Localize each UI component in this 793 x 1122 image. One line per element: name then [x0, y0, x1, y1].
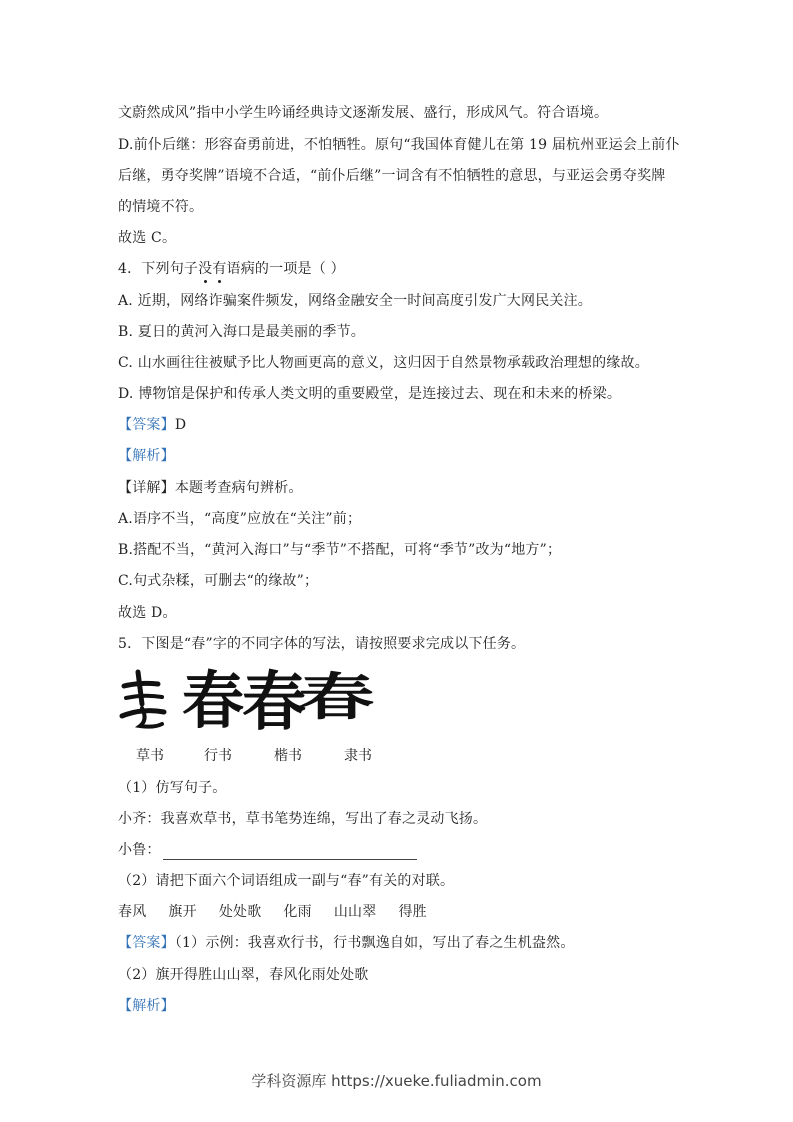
- answer-blank-line: [118, 840, 417, 860]
- running-chun-char: 春: [182, 664, 245, 734]
- running-chun: [182, 664, 244, 734]
- answer-5-line: [118, 933, 575, 953]
- word: 处处歌: [218, 904, 262, 920]
- word: 春风: [118, 904, 147, 920]
- calligraphy-image: [118, 664, 388, 734]
- task-2: （2）请把下面六个词语组成一副与“春”有关的对联。: [118, 873, 455, 889]
- emphasis-char: 有: [212, 261, 227, 277]
- word: 山山翠: [333, 904, 377, 920]
- text-line: 后继，勇夺奖牌”语境不合适，“前仆后继”一词含有不怕牺牲的意思，与亚运会勇夺奖牌: [118, 168, 666, 184]
- text-line: D.前仆后继：形容奋勇前进，不怕牺牲。原句“我国体育健儿在第 19 届杭州亚运会上前仆: [118, 137, 680, 153]
- detail-text: 本题考查病句辨析。: [174, 480, 303, 496]
- answer-text: （1）示例：我喜欢行书，行书飘逸自如，写出了春之生机盎然。: [174, 935, 575, 951]
- text-line: 文蔚然成风”指中小学生吟诵经典诗文逐渐发展、盛行，形成风气。符合语境。: [118, 105, 609, 121]
- question-4-prefix: 4．下列句子: [118, 261, 199, 277]
- text-line: 的情境不符。: [118, 199, 204, 215]
- word: 得胜: [398, 904, 427, 920]
- clerical-chun-char: 春: [298, 668, 375, 727]
- word: 化雨: [283, 904, 312, 920]
- answer-line: [118, 415, 186, 435]
- answer-tag: 【答案】: [118, 417, 175, 433]
- regular-chun: [242, 665, 306, 734]
- cursive-chun: [122, 672, 164, 727]
- question-4: [118, 259, 345, 279]
- caption-cursive: 草书: [136, 748, 164, 764]
- caption-running: 行书: [204, 748, 232, 764]
- clerical-chun: [299, 668, 375, 727]
- footer-watermark: 学科资源库 https://xueke.fuliadmin.com: [251, 1072, 542, 1090]
- word: 旗开: [168, 904, 197, 920]
- task-1: （1）仿写句子。: [118, 780, 227, 796]
- answer-value: D: [174, 417, 187, 433]
- explanation-line: A.语序不当，“高度”应放在“关注”前；: [118, 511, 362, 527]
- option-d: D. 博物馆是保护和传承人类文明的重要殿堂，是连接过去、现在和未来的桥梁。: [118, 386, 622, 402]
- question-5: 5．下图是“春”字的不同字体的写法，请按照要求完成以下任务。: [118, 636, 526, 652]
- question-4-suffix: 语病的一项是（ ）: [226, 261, 345, 277]
- example-sentence: 小齐：我喜欢草书，草书笔势连绵，写出了春之灵动飞扬。: [118, 811, 488, 827]
- calligraphy-figure: [118, 664, 388, 734]
- answer-tag: 【答案】: [118, 935, 175, 951]
- analysis-tag: 【解析】: [118, 448, 175, 464]
- option-b: B. 夏日的黄河入海口是最美丽的季节。: [118, 324, 365, 340]
- explanation-line: C.句式杂糅，可删去“的缘故”；: [118, 573, 319, 589]
- emphasis-char: 没: [198, 261, 213, 277]
- answer-5-line: （2）旗开得胜山山翠，春风化雨处处歌: [118, 967, 369, 983]
- regular-chun-char: 春: [242, 665, 306, 734]
- option-c: C. 山水画往往被赋予比人物画更高的意义，这归因于自然景物承载政治理想的缘故。: [118, 355, 649, 371]
- conclusion-line: 故选 C。: [118, 230, 177, 246]
- caption-regular: 楷书: [274, 748, 302, 764]
- option-a: A. 近期，网络诈骗案件频发，网络金融安全一时间高度引发广大网民关注。: [118, 293, 593, 309]
- conclusion-line: 故选 D。: [118, 605, 177, 621]
- caption-clerical: 隶书: [344, 748, 372, 764]
- word-list: [118, 902, 427, 922]
- detail-tag: 【详解】: [118, 480, 175, 496]
- blank-label: 小鲁：: [118, 842, 161, 858]
- explanation-line: B.搭配不当，“黄河入海口”与“季节”不搭配，可将“季节”改为“地方”；: [118, 542, 562, 558]
- analysis-tag: 【解析】: [118, 998, 175, 1014]
- answer-blank: [163, 845, 417, 860]
- detail-line: [118, 478, 303, 498]
